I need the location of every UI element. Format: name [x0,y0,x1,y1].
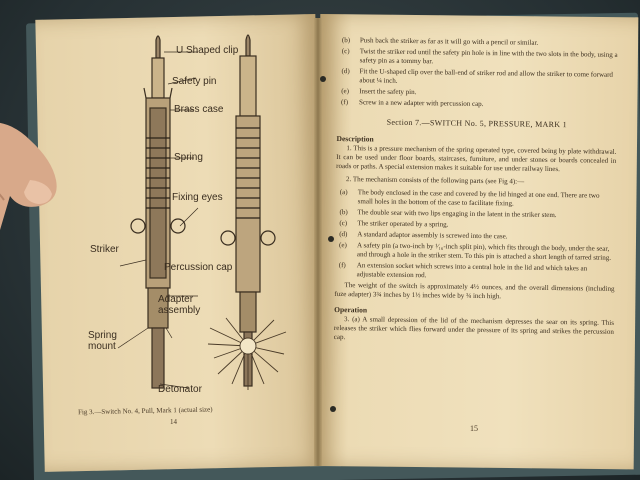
top-items-list [337,36,618,111]
parts-list [335,188,616,283]
list-item: (f) An extension socket which screws into a central hole in the lid and which takes an adjustable extension rod. [338,261,588,280]
label-detonator: Detonator [158,384,202,395]
list-item: (e) Insert the safety pin. [341,87,417,97]
label-safety-pin: Safety pin [172,76,217,87]
list-item: (f) Screw in a new adapter with percussion cap. [341,98,484,109]
list-item: (b) Push back the striker as far as it will go with a pencil or similar. [341,36,539,47]
list-item: (d) A standard adaptor assembly is screwed into the case. [339,230,508,241]
description-heading: Description [336,133,374,144]
label-spring: Spring [174,152,203,163]
staple-hole [320,76,326,82]
figure-caption: Fig 3.—Switch No. 4, Pull, Mark 1 (actual size) [77,405,213,417]
section-title: Section 7.—SWITCH No. 5, PRESSURE, MARK 1 [386,117,568,130]
staple-hole [328,236,334,242]
list-item: (a) The body enclosed in the case and covered by the lid hinged at one end. There are two small holes in the bottom of the case to facilitate fixing. [339,188,600,208]
list-item: (e) A safety pin (a two-inch by ¹⁄₁₆-inch split pin), which fits through the body, under the sear, and through a hole in the striker stem. To this pin is attached a short length of tarred string. [339,241,612,262]
left-device-drawing [131,36,185,388]
right-device-drawing [221,35,275,386]
right-page-text [334,36,618,350]
list-item: (c) The striker operated by a spring. [339,219,449,229]
list-item: (d) Fit the U-shaped clip over the ball-end of striker rod and allow the striker to come forward about ¼ inch. [341,67,614,85]
label-percussion-cap: Percussion cap [164,262,233,273]
operation-paragraph-1: 3. (a) A small depression of the lid of the mechanism depresses the sear on its spring. This releases the striker which flies forward under the pressure of its spring and strikes the percussion cap. [333,315,615,342]
weight-paragraph: The weight of the switch is approximately 4½ ounces, and the overall dimensions (including fuze adapter) 3¾ inches by 1½ inches wide by ¾ inch high. [334,281,615,301]
label-spring-mount: Spring mount [88,330,117,352]
description-paragraph-1: 1. This is a pressure mechanism of the spring operated type, covered being by plate withdrawal. It can be used under floor boards, staircases, furniture, and under stones or boards concealed in roads or paths. A special extension makes it suitable for use under railway lines. [336,144,617,174]
label-striker: Striker [90,244,119,255]
description-paragraph-2: 2. The mechanism consists of the following parts (see Fig 4):— [345,175,525,186]
list-item: (b) The double sear with two lips engaging in the latent in the striker stem. [339,208,557,220]
page-number-left: 14 [170,418,177,426]
label-brass-case: Brass case [174,104,224,115]
label-fixing-eyes: Fixing eyes [172,192,223,203]
list-item: (c) Twist the striker rod until the safety pin hole is in line with the two slots in the body, using a safety pin as a tommy bar. [341,47,618,66]
hand-thumb [0,110,80,310]
operation-heading: Operation [334,304,368,315]
page-number-right: 15 [470,424,478,433]
book-gutter [314,18,322,466]
label-adapter-assembly: Adapter assembly [158,294,201,316]
label-u-shaped-clip: U Shaped clip [176,45,239,56]
staple-hole [330,406,336,412]
